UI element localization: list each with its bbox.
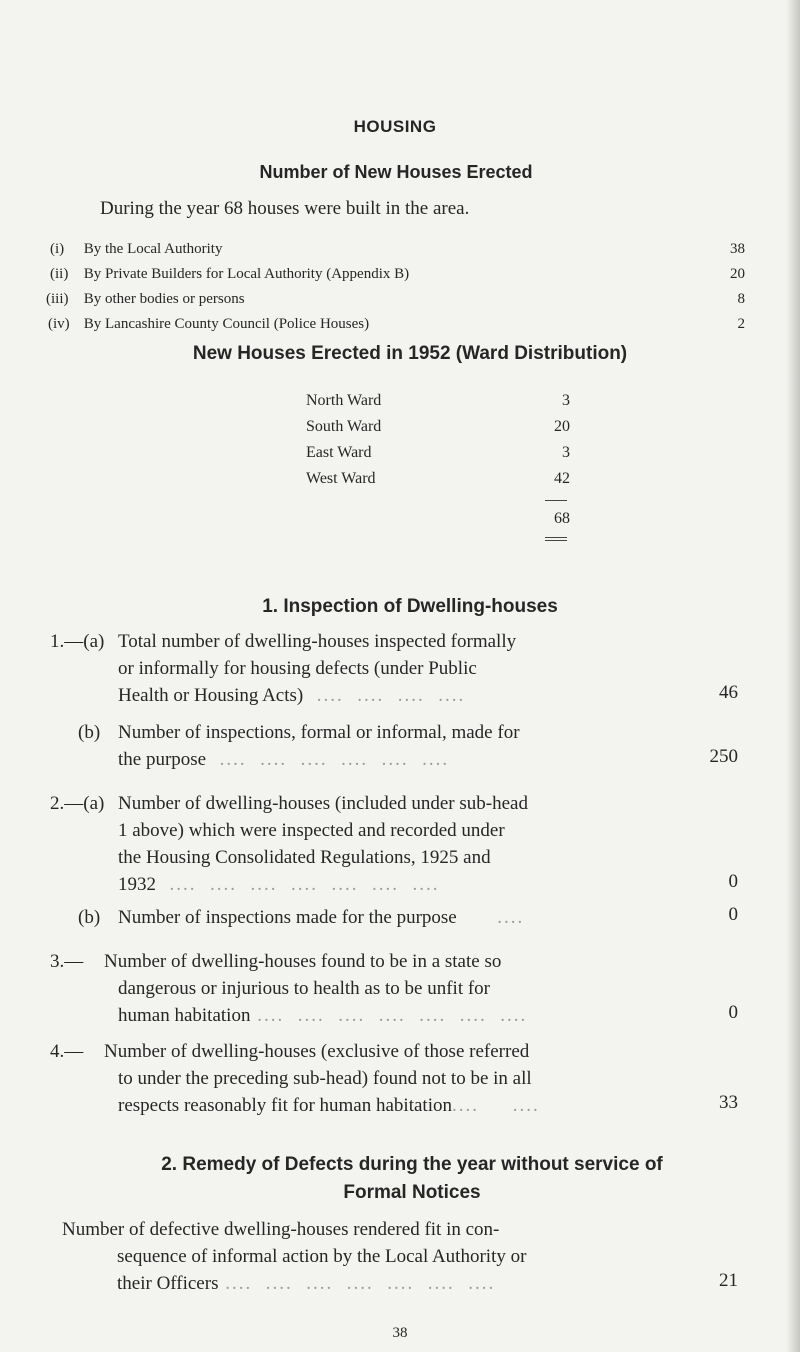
text-fragment: the purpose xyxy=(118,749,207,770)
total-double-rule xyxy=(545,537,567,538)
text-line: dangerous or injurious to health as to be unfit for xyxy=(118,978,491,999)
remedy-value: 21 xyxy=(719,1270,738,1291)
list-item xyxy=(46,291,245,308)
item-prefix: 2.—(a) xyxy=(50,793,105,814)
text-line xyxy=(118,682,516,709)
item-value: 33 xyxy=(719,1092,738,1113)
item-value: 0 xyxy=(728,871,738,892)
item-value: 0 xyxy=(728,904,738,925)
item-value: 8 xyxy=(737,291,745,307)
text-line xyxy=(118,746,520,773)
ward-value: 3 xyxy=(562,444,570,461)
ward-name: West Ward xyxy=(306,470,376,487)
item-prefix: 1.—(a) xyxy=(50,631,105,652)
text-fragment: their Officers xyxy=(117,1273,219,1294)
item-index: (iii) xyxy=(46,291,69,307)
ward-name: South Ward xyxy=(306,418,382,435)
intro-text: During the year 68 houses were built in the area. xyxy=(100,198,470,219)
list-item xyxy=(48,316,369,333)
item-label: By the Local Authority xyxy=(83,241,223,257)
text-line: Number of dwelling-houses (exclusive of those referred xyxy=(104,1041,530,1062)
leader-dots: .... .... .... .... xyxy=(303,685,466,706)
page-edge-shadow xyxy=(786,0,800,1352)
inspection-item xyxy=(118,790,528,898)
item-value: 0 xyxy=(728,1002,738,1023)
ward-value: 42 xyxy=(554,470,570,487)
ward-heading: New Houses Erected in 1952 (Ward Distribution) xyxy=(192,343,628,364)
text-line xyxy=(62,1270,526,1297)
item-prefix: 4.— xyxy=(50,1041,84,1062)
inspection-item xyxy=(118,628,516,709)
text-line: to under the preceding sub-head) found not to be in all xyxy=(118,1068,532,1089)
ward-total: 68 xyxy=(554,510,570,527)
page-number: 38 xyxy=(392,1325,408,1341)
text-line: Number of dwelling-houses found to be in a state so xyxy=(104,951,502,972)
remedy-heading-line1: 2. Remedy of Defects during the year without service of xyxy=(161,1154,663,1175)
item-value: 38 xyxy=(730,241,745,257)
remedy-heading-line2: Formal Notices xyxy=(343,1182,481,1203)
total-double-rule xyxy=(545,540,567,541)
item-value: 20 xyxy=(730,266,745,282)
text-fragment: respects reasonably fit for human habitation xyxy=(118,1095,452,1116)
text-line: 1 above) which were inspected and recorded under xyxy=(118,820,505,841)
leader-dots: .... .... .... .... .... .... .... xyxy=(250,1005,528,1026)
item-label: By other bodies or persons xyxy=(83,291,245,307)
text-line xyxy=(104,1092,540,1119)
text-line: Number of dwelling-houses (included under sub-head xyxy=(118,793,528,814)
total-rule xyxy=(545,500,567,501)
leader-dots: .... .... .... .... .... .... .... xyxy=(156,874,440,895)
text-line: Total number of dwelling-houses inspected formally xyxy=(118,631,517,652)
item-value: 2 xyxy=(737,316,745,332)
inspection-heading: 1. Inspection of Dwelling-houses xyxy=(262,596,558,617)
inspection-item xyxy=(118,719,520,773)
inspection-item xyxy=(104,948,527,1029)
remedy-paragraph xyxy=(62,1216,526,1297)
item-value: 250 xyxy=(709,746,738,767)
list-item xyxy=(50,241,222,258)
leader-dots: .... xyxy=(456,907,525,928)
text-fragment: Health or Housing Acts) xyxy=(118,685,304,706)
text-fragment: Number of inspections made for the purpose xyxy=(118,907,457,928)
text-line xyxy=(118,904,524,931)
item-index: (i) xyxy=(50,241,65,257)
inspection-item xyxy=(104,1038,540,1119)
item-label: By Private Builders for Local Authority (Appendix B) xyxy=(83,266,410,282)
text-fragment: 1932 xyxy=(118,874,156,895)
text-fragment: human habitation xyxy=(118,1005,251,1026)
item-label: By Lancashire County Council (Police Houses) xyxy=(83,316,370,332)
ward-name: North Ward xyxy=(306,392,382,409)
leader-dots: .... .... .... .... .... .... .... xyxy=(218,1273,496,1294)
section-subtitle: Number of New Houses Erected xyxy=(259,162,533,182)
text-line: or informally for housing defects (under Public xyxy=(118,658,477,679)
ward-value: 20 xyxy=(554,418,570,435)
ward-name: East Ward xyxy=(306,444,372,461)
text-line: the Housing Consolidated Regulations, 1925 and xyxy=(118,847,491,868)
text-line: sequence of informal action by the Local Authority or xyxy=(117,1246,527,1267)
item-prefix: (b) xyxy=(78,907,101,928)
text-line: Number of defective dwelling-houses rendered fit in con- xyxy=(62,1219,500,1240)
inspection-item xyxy=(118,904,524,931)
ward-value: 3 xyxy=(562,392,570,409)
leader-dots: .... .... xyxy=(451,1095,540,1116)
list-item xyxy=(50,266,409,283)
item-index: (ii) xyxy=(50,266,69,282)
item-prefix: (b) xyxy=(78,722,101,743)
text-line: Number of inspections, formal or informal, made for xyxy=(118,722,520,743)
text-line xyxy=(104,1002,527,1029)
leader-dots: .... .... .... .... .... .... xyxy=(206,749,450,770)
page-title: HOUSING xyxy=(353,117,437,136)
item-prefix: 3.— xyxy=(50,951,84,972)
item-index: (iv) xyxy=(48,316,70,332)
item-value: 46 xyxy=(719,682,738,703)
text-line xyxy=(118,871,528,898)
